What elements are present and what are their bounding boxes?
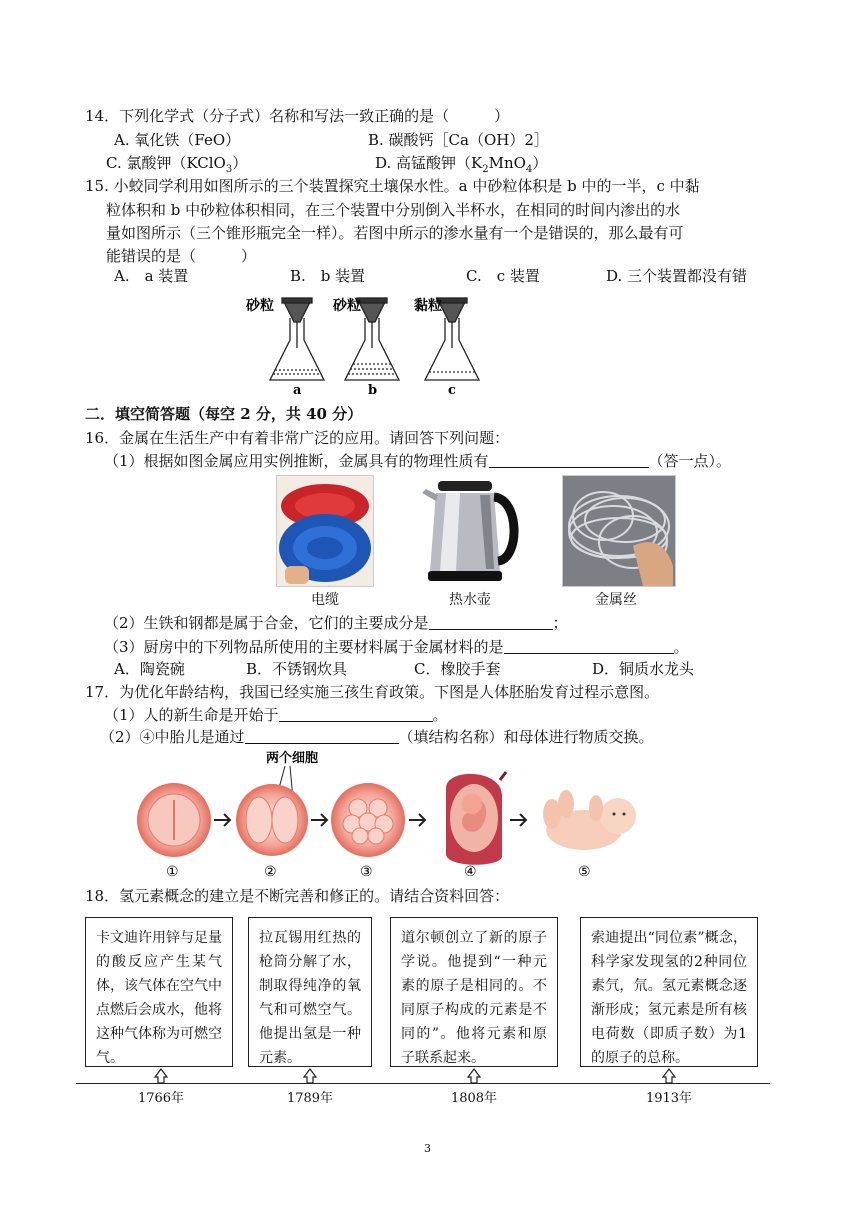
q16-option-a: A．陶瓷碗	[114, 660, 185, 678]
stage-5-label: ⑤	[578, 864, 591, 880]
q15-option-c: C. c 装置	[466, 267, 540, 285]
flask-letter-c: c	[448, 383, 456, 398]
q14-option-c: C. 氯酸钾（KClO$_3$）	[106, 154, 248, 175]
history-box-1808: 道尔顿创立了新的原子学说。他提到“一种元素的原子是相同的。不同原子构成的元素是不同的”。他将元素和原子联系起来。	[390, 917, 558, 1067]
history-box-1789: 拉瓦锡用红热的枪筒分解了水，制取得纯净的氧气和可燃空气。他提出氢是一种元素。	[248, 917, 372, 1067]
flask-label-c: 黏粒	[414, 298, 442, 314]
q17-part2: （2）④中胎儿是通过 （填结构名称）和母体进行物质交换。	[100, 728, 654, 746]
q16-option-d: D．铜质水龙头	[592, 660, 695, 678]
q17-part1: （1）人的新生命是开始于 。	[104, 706, 448, 724]
q15-option-a: A. a 装置	[114, 267, 189, 285]
year-1913: 1913年	[645, 1091, 693, 1106]
page-number: 3	[424, 1142, 431, 1155]
stage-1-label: ①	[166, 864, 179, 880]
answer-blank[interactable]	[279, 706, 433, 722]
year-1766: 1766年	[137, 1091, 185, 1106]
answer-blank[interactable]	[429, 614, 553, 630]
two-cells-label: 两个细胞	[266, 751, 319, 766]
cable-photo	[276, 475, 374, 587]
q15-stem-line3: 量如图所示（三个锥形瓶完全一样）。若图中所示的渗水量有一个是错误的，那么最有可	[106, 224, 684, 242]
fetus-in-uterus	[446, 772, 506, 865]
kettle-photo	[416, 475, 524, 585]
q16-stem: 16．金属在生活生产中有着非常广泛的应用。请回答下列问题：	[85, 429, 510, 447]
flask-a	[270, 298, 324, 380]
stage-2-label: ②	[264, 864, 277, 880]
stage-4-label: ④	[464, 864, 477, 880]
stage-3-label: ③	[360, 864, 373, 880]
q17-stem: 17．为优化年龄结构，我国已经实施三孩生育政策。下图是人体胚胎发育过程示意图。	[85, 683, 660, 701]
history-box-1766: 卡文迪许用锌与足量的酸反应产生某气体，该气体在空气中点燃后会成水，他将这种气体称为可燃空气。	[85, 917, 233, 1067]
flask-label-b: 砂粒	[333, 298, 361, 314]
caption-cable: 电缆	[311, 592, 339, 608]
year-1789: 1789年	[286, 1091, 334, 1106]
caption-wire: 金属丝	[595, 592, 637, 608]
answer-blank[interactable]	[245, 728, 399, 744]
q16-part3: （3）厨房中的下列物品所使用的主要材料属于金属材料的是 。	[104, 638, 689, 656]
flask-letter-b: b	[368, 383, 378, 398]
q15-stem-line2: 粒体积和 b 中砂粒体积相同，在三个装置中分别倒入半杯水，在相同的时间内渗出的水	[106, 201, 681, 219]
q14-stem: 14．下列化学式（分子式）名称和写法一致正确的是（ ）	[85, 107, 510, 125]
q16-option-c: C．橡胶手套	[414, 660, 501, 678]
answer-blank[interactable]	[489, 452, 649, 468]
q15-option-d: D. 三个装置都没有错	[606, 267, 748, 285]
embryo-development-figure	[130, 748, 660, 880]
q18-stem: 18．氢元素概念的建立是不断完善和修正的。请结合资料回答：	[85, 887, 510, 905]
metal-wire-photo	[562, 475, 676, 587]
year-1808: 1808年	[450, 1091, 498, 1106]
q14-option-a: A. 氧化铁（FeO）	[114, 131, 241, 149]
answer-blank[interactable]	[504, 638, 674, 654]
q15-option-b: B. b 装置	[290, 267, 366, 285]
baby	[543, 790, 636, 850]
flask-letter-a: a	[293, 383, 302, 398]
flask-label-a: 砂粒	[246, 298, 274, 314]
q16-part1: （1）根据如图金属应用实例推断，金属具有的物理性质有 （答一点）。	[104, 452, 732, 470]
timeline-markers	[0, 1067, 860, 1087]
q15-stem-line4: 能错误的是（ ）	[106, 247, 257, 265]
flask-figure	[240, 288, 500, 398]
q14-option-b: B. 碳酸钙［Ca（OH）2］	[368, 131, 549, 149]
q16-part2: （2）生铁和钢都是属于合金，它们的主要成分是 ；	[104, 614, 568, 632]
history-box-1913: 索迪提出“同位素”概念，科学家发现氢的2种同位素氕，氘。氢元素概念逐渐形成；氢元素是所有核电荷数（即质子数）为1的原子的总称。	[580, 917, 758, 1067]
q16-option-b: B．不锈钢炊具	[246, 660, 348, 678]
caption-kettle: 热水壶	[449, 592, 491, 608]
q15-stem-line1: 15. 小蛟同学利用如图所示的三个装置探究土壤保水性。a 中砂粒体积是 b 中的一半，c 中黏	[85, 177, 700, 195]
section-heading: 二．填空简答题（每空 2 分，共 40 分）	[85, 405, 363, 423]
q14-option-d: D. 高锰酸钾$(K_2MnO_4)$	[375, 154, 548, 175]
